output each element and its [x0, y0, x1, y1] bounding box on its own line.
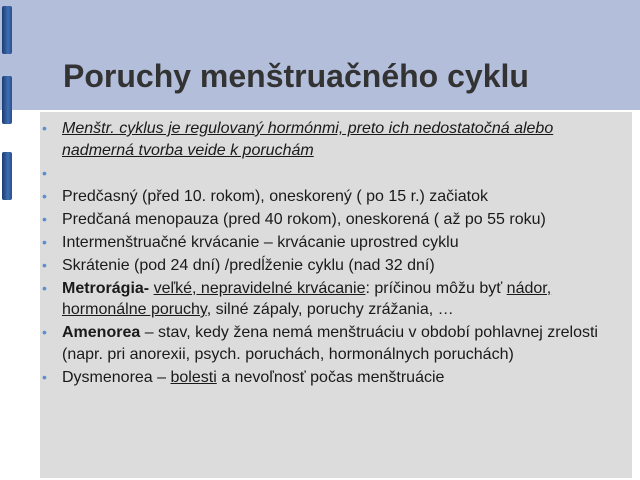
- bullet-text: Skrátenie (pod 24 dní) /predĺženie cyklu (nad 32 dní): [62, 256, 435, 274]
- bullet-icon: •: [42, 256, 47, 273]
- bullet-icon: •: [42, 164, 47, 181]
- bullet-text: , silné zápaly, poruchy zrážania, …: [206, 301, 454, 318]
- bullet-item-2: [42, 163, 610, 185]
- underlined-phrase: veľké, nepravidelné krvácanie: [153, 279, 366, 297]
- bullet-icon: •: [42, 210, 47, 227]
- bullet-icon: •: [42, 187, 47, 204]
- bullet-text: Intermenštruačné krvácanie – krvácanie uprostred cyklu: [62, 233, 459, 251]
- bullet-item-6: [42, 255, 610, 277]
- bullet-text: – stav, kedy žena nemá menštruáciu v období pohlavnej zrelosti (napr. pri anorexii, psych. poruchách, hormonálnych poruchách): [62, 324, 598, 363]
- content-panel: [40, 112, 632, 478]
- bullet-item-9: [42, 367, 610, 389]
- bullet-text: Predčaná menopauza (pred 40 rokom), oneskorená ( až po 55 roku): [62, 210, 546, 228]
- underlined-phrase: bolesti: [170, 368, 217, 386]
- bullet-item-3: [42, 186, 610, 208]
- decor-tab-3: [2, 152, 12, 200]
- bullet-icon: •: [42, 279, 47, 296]
- title-band: [0, 0, 640, 110]
- bullet-text: : príčinou môžu byť: [365, 279, 503, 297]
- bullet-icon: •: [42, 368, 47, 385]
- bullet-icon: •: [42, 324, 47, 340]
- bullet-item-7: [42, 278, 610, 321]
- decor-tab-2: [2, 76, 12, 124]
- bullet-item-5: [42, 232, 610, 254]
- term-dysmenorea: Dysmenorea –: [62, 368, 171, 386]
- bullet-text: a nevoľnosť počas menštruácie: [216, 368, 445, 386]
- underlined-phrase: nádor, hormonálne poruchy: [62, 279, 552, 318]
- term-metroragia: Metrorágia-: [62, 279, 150, 297]
- decor-tab-1: [2, 6, 12, 54]
- bullet-text: Menštr. cyklus je regulovaný hormónmi, preto ich nedostatočná alebo nadmerná tvorba veide k poruchám: [62, 120, 554, 159]
- term-amenorea: Amenorea: [62, 324, 141, 341]
- bullet-item-8: [42, 322, 610, 365]
- bullet-icon: •: [42, 120, 47, 136]
- slide-title: Poruchy menštruačného cyklu: [63, 58, 529, 94]
- bullet-icon: •: [42, 233, 47, 250]
- bullet-list: [42, 118, 610, 390]
- bullet-text: Predčasný (před 10. rokom), oneskorený ( po 15 r.) začiatok: [62, 187, 488, 205]
- left-decoration: [0, 0, 14, 480]
- bullet-item-1: [42, 118, 610, 161]
- bullet-item-4: [42, 209, 610, 231]
